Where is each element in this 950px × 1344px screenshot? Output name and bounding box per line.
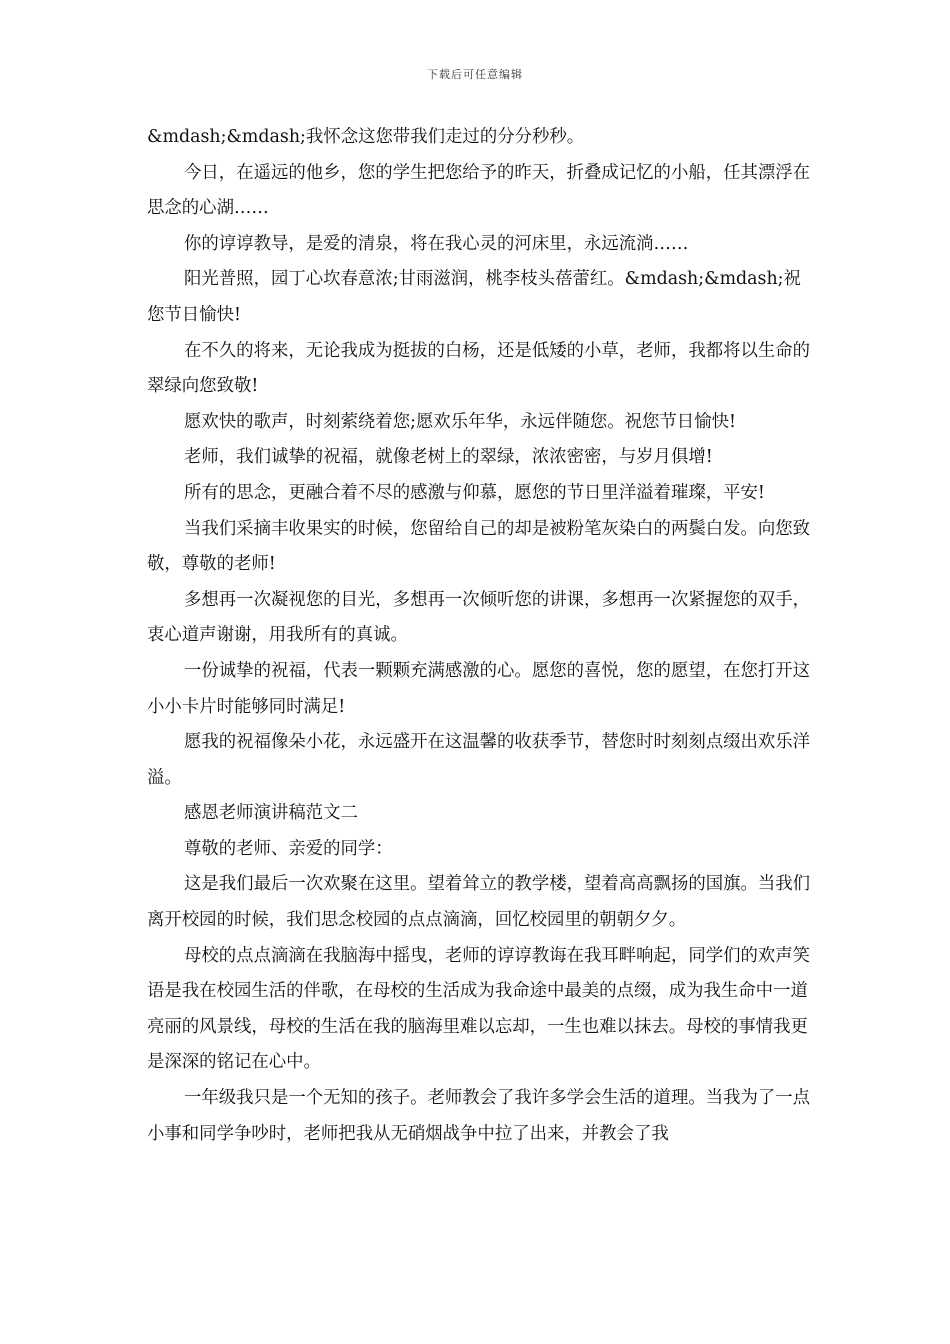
paragraph: 这是我们最后一次欢聚在这里。望着耸立的教学楼，望着高高飘扬的国旗。当我们离开校园的时候，我们思念校园的点点滴滴，回忆校园里的朝朝夕夕。: [147, 874, 811, 931]
page-header: 下载后可任意编辑: [427, 68, 523, 81]
paragraph: 多想再一次凝视您的目光，多想再一次倾听您的讲课，多想再一次紧握您的双手，衷心道声谢谢，用我所有的真诚。: [147, 589, 811, 646]
paragraph: 阳光普照，园丁心坎春意浓;甘雨滋润，桃李枝头蓓蕾红。&mdash;&mdash;祝您节日愉快!: [147, 269, 801, 325]
paragraph: &mdash;&mdash;我怀念这您带我们走过的分分秒秒。: [147, 127, 585, 147]
section-title: 感恩老师演讲稿范文二: [184, 803, 358, 824]
paragraph: 所有的思念，更融合着不尽的感激与仰慕，愿您的节日里洋溢着璀璨，平安!: [184, 482, 765, 503]
paragraph: 一年级我只是一个无知的孩子。老师教会了我许多学会生活的道理。当我为了一点小事和同学争吵时，老师把我从无硝烟战争中拉了出来，并教会了我: [147, 1088, 811, 1144]
paragraph: 愿我的祝福像朵小花，永远盛开在这温馨的收获季节，替您时时刻刻点缀出欢乐洋溢。: [147, 732, 811, 788]
paragraph: 在不久的将来，无论我成为挺拔的白杨，还是低矮的小草，老师，我都将以生命的翠绿向您致敬!: [147, 340, 811, 397]
paragraph: 老师，我们诚挚的祝福，就像老树上的翠绿，浓浓密密，与岁月俱增!: [184, 447, 713, 468]
document-body: [147, 120, 815, 1152]
paragraph: 母校的点点滴滴在我脑海中摇曳，老师的谆谆教诲在我耳畔响起，同学们的欢声笑语是我在校园生活的伴歌，在母校的生活成为我命途中最美的点缀，成为我生命中一道亮丽的风景线，母校的生活在我的脑海里难以忘却，一生也难以抹去。母校的事情我更是深深的铭记在心中。: [147, 945, 811, 1073]
salutation: 尊敬的老师、亲爱的同学：: [184, 838, 393, 859]
paragraph: 今日，在遥远的他乡，您的学生把您给予的昨天，折叠成记忆的小船，任其漂浮在思念的心湖……: [147, 162, 811, 219]
paragraph: 一份诚挚的祝福，代表一颗颗充满感激的心。愿您的喜悦，您的愿望，在您打开这小小卡片时能够同时满足!: [147, 660, 811, 717]
paragraph: 当我们采摘丰收果实的时候，您留给自己的却是被粉笔灰染白的两鬓白发。向您致敬，尊敬的老师!: [147, 518, 811, 575]
paragraph: 你的谆谆教导，是爱的清泉，将在我心灵的河床里，永远流淌……: [184, 233, 689, 254]
paragraph: 愿欢快的歌声，时刻萦绕着您;愿欢乐年华，永远伴随您。祝您节日愉快!: [184, 411, 736, 432]
